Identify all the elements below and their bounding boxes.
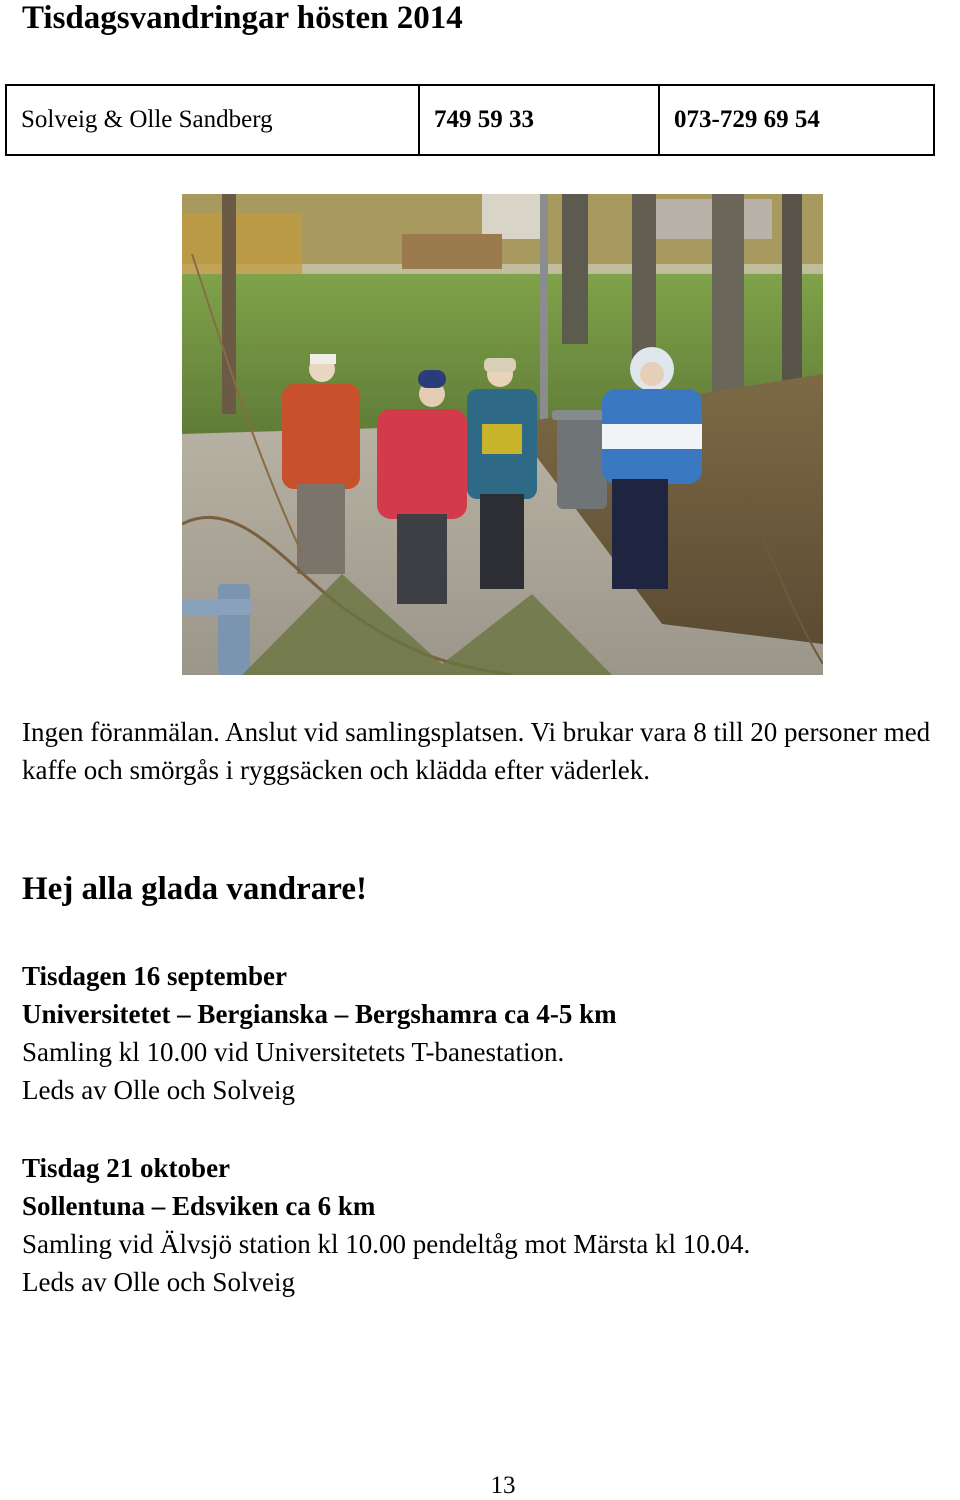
walk-entry [22, 1149, 750, 1301]
page-title: Tisdagsvandringar hösten 2014 [22, 0, 463, 36]
contact-phone-home: 749 59 33 [419, 85, 659, 155]
page-number: 13 [490, 1472, 516, 1499]
walk-date: Tisdagen 16 september [22, 961, 288, 991]
contact-row [6, 85, 934, 155]
walk-entry [22, 957, 617, 1109]
contact-name: Solveig & Olle Sandberg [6, 85, 419, 155]
walk-leaders: Leds av Olle och Solveig [22, 1267, 295, 1297]
walk-route: Universitetet – Bergianska – Bergshamra ca 4-5 km [22, 999, 617, 1029]
walk-meeting: Samling vid Älvsjö station kl 10.00 pendeltåg mot Märsta kl 10.04. [22, 1229, 751, 1259]
walk-route: Sollentuna – Edsviken ca 6 km [22, 1191, 376, 1221]
contact-phone-mobile: 073-729 69 54 [659, 85, 934, 155]
group-hikers-photo [182, 194, 823, 675]
contact-table [5, 84, 935, 156]
walk-date: Tisdag 21 oktober [22, 1153, 231, 1183]
greeting-heading: Hej alla glada vandrare! [22, 871, 367, 907]
walk-leaders: Leds av Olle och Solveig [22, 1075, 295, 1105]
walk-meeting: Samling kl 10.00 vid Universitetets T-banestation. [22, 1037, 565, 1067]
intro-paragraph: Ingen föranmälan. Anslut vid samlingsplatsen. Vi brukar vara 8 till 20 personer med kaffe och smörgås i ryggsäcken och klädda efter väderlek. [22, 717, 931, 785]
